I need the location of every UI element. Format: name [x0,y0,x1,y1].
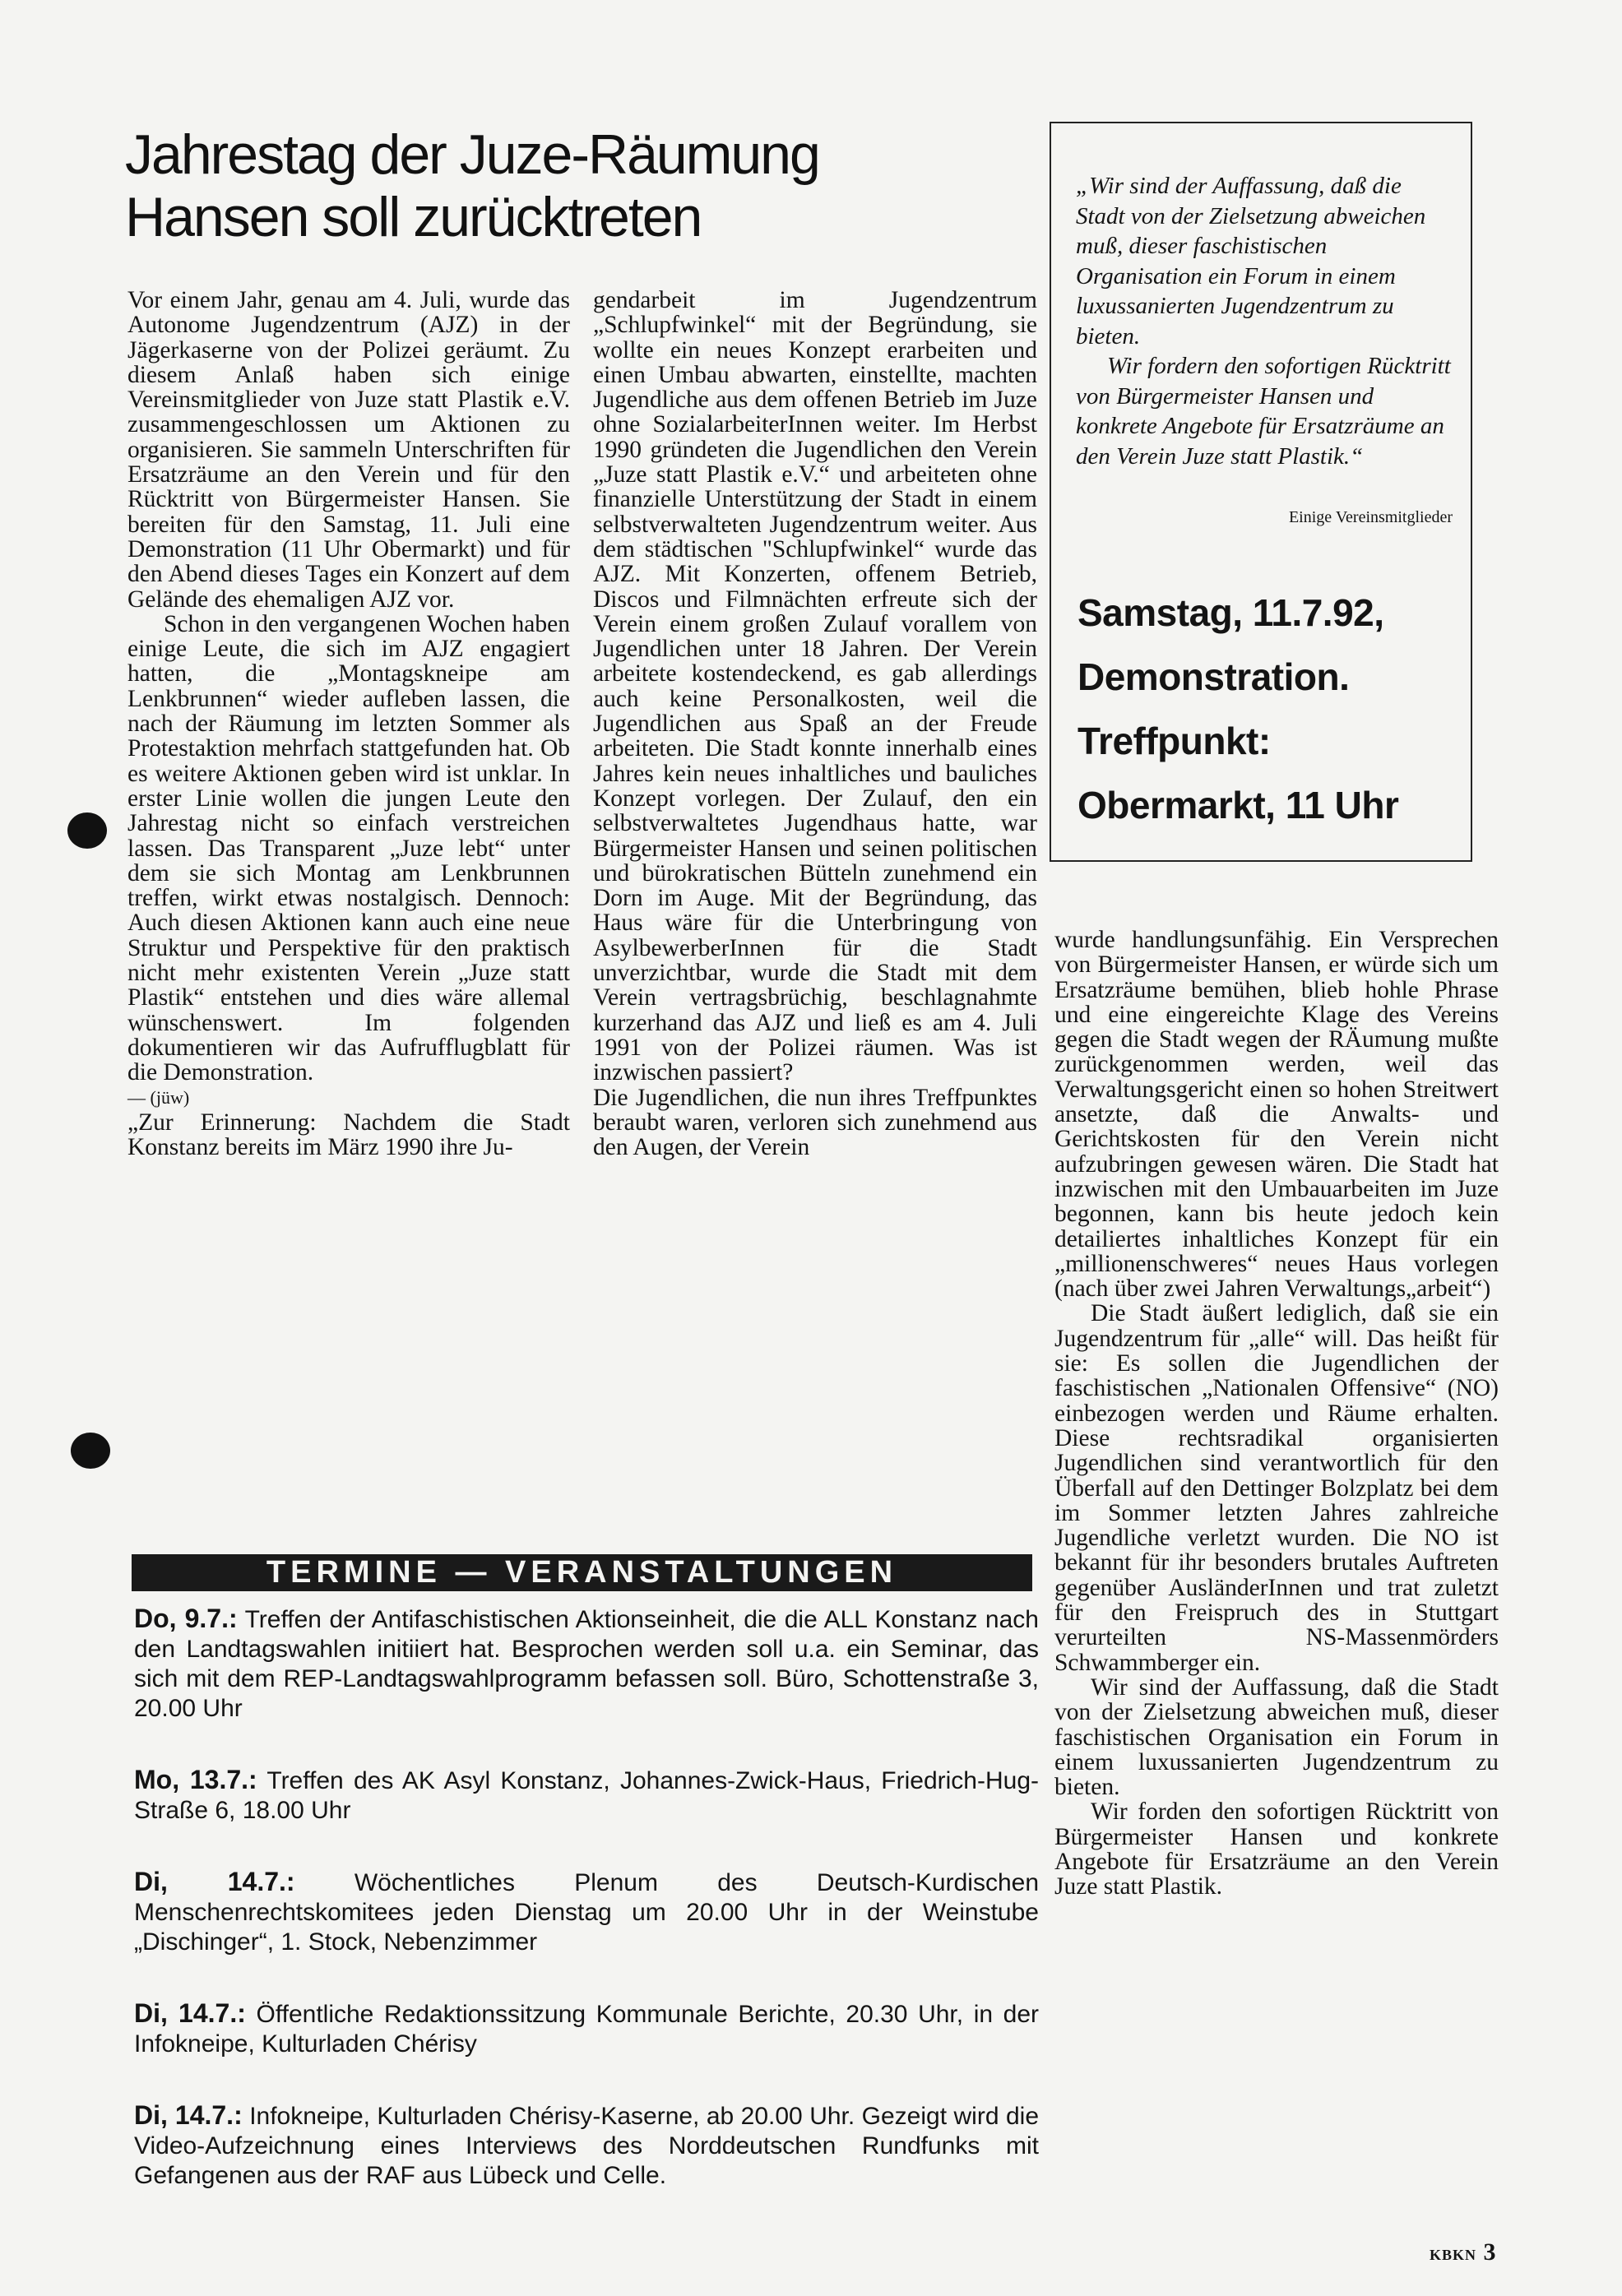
paragraph: Wir sind der Auffassung, daß die Stadt von der Zielsetzung abweichen muß, dieser faschistischen Organisation ein Forum in einem luxussanierten Jugendzentrum zu bieten. [1054,1673,1499,1801]
event-item [134,1998,1039,2059]
demo-line: Treffpunkt: [1077,720,1271,762]
quote-box [1050,122,1472,862]
page-number: 3 [1483,2238,1497,2266]
paragraph: gendarbeit im Jugendzentrum „Schlupfwinkel“ mit der Begründung, sie wollte ein neues Konzept erarbeiten und einen Umbau abwarten, einstellte, machten Jugendliche aus dem offenen Betrieb im Juze ohne SozialarbeiterInnen weiter. Im Herbst 1990 gründeten die Jugendlichen den Verein „Juze statt Plastik e.V.“ und arbeiteten ohne finanzielle Unterstützung der Stadt in einem selbstverwalteten Jugendzentrum weiter. Aus dem städtischen "Schlupfwinkel“ wurde das AJZ. Mit Konzerten, offenem Betrieb, Discos und Filmnächten erfreute sich der Verein einem großen Zulauf vorallem von Jugendlichen unter 18 Jahren. Der Verein arbeitete kostendeckend, es gab allerdings auch keine Personalkosten, weil die Jugendlichen aus Spaß an der Freude arbeiteten. Die Stadt konnte innerhalb eines Jahres kein neues inhaltliches und bauliches Konzept vorlegen. Der Zulauf, den ein selbstverwaltetes Jugendhaus hatte, war Bürgermeister Hansen und seinen politischen und bürokratischen Bütteln zunehmend ein Dorn im Auge. Mit der Begründung, das Haus wäre für die Unterbringung von AsylbewerberInnen für die Stadt unverzichtbar, wurde die Stadt mit dem Verein vertragsbrüchig, beschlagnahmte kurzerhand das AJZ und ließ es am 4. Juli 1991 von der Polizei räumen. Was ist inzwischen passiert? [593,287,1037,1086]
paragraph: Wir forden den sofortigen Rücktritt von Bürgermeister Hansen und konkrete Angebote für Ersatzräume an den Verein Juze statt Plastik. [1054,1798,1499,1900]
event-item [134,1604,1039,1724]
quote-paragraph: „Wir sind der Auffassung, daß die Stadt von der Zielsetzung abweichen muß, dieser faschistischen Organisation ein Forum in einem luxussanierten Jugendzentrum zu bieten. [1076,173,1426,349]
paragraph: Die Stadt äußert lediglich, daß sie ein Jugendzentrum für „alle“ will. Das heißt für sie: Es sollen die Jugendlichen der faschistischen „Nationalen Offensive“ (NO) einbezogen werden und Räume erhalten. Diese rechtsradikal organisierten Jugendlichen sind verantwortlich für den Überfall auf den Dettinger Bolzplatz bei dem im Sommer letzten Jahres zahlreiche Jugendliche verletzt wurden. Die NO ist bekannt für ihr besonders brutales Auftreten gegenüber AusländerInnen und trat zuletzt für den Freispruch des in Stuttgart verurteilten NS-Massenmörders Schwammberger ein. [1054,1300,1499,1676]
events-list [134,1604,1039,2232]
quote-paragraph: Wir fordern den sofortigen Rücktritt von Bürgermeister Hansen und konkrete Angebote für Ersatzräume an den Verein Juze statt Plastik.“ [1076,353,1451,470]
demo-line: Samstag, 11.7.92, [1077,591,1384,634]
event-item [134,2100,1039,2191]
paragraph: Die Jugendlichen, die nun ihres Treffpunktes beraubt waren, verloren sich zunehmend aus den Augen, der Verein [593,1084,1037,1161]
termine-header-bar: TERMINE — VERANSTALTUNGEN [132,1554,1032,1591]
author-signature: — (jüw) [127,1086,190,1108]
event-date: Di, 14.7.: [134,1998,246,2028]
event-date: Di, 14.7.: [134,2100,243,2130]
quote-signature: Einige Vereinsmitglieder [1288,508,1453,526]
publication-name: KBKN [1430,2247,1477,2263]
paragraph: „Zur Erinnerung: Nachdem die Stadt Konstanz bereits im März 1990 ihre Ju- [127,1109,570,1161]
demonstration-notice [1077,581,1464,837]
paragraph: wurde handlungsunfähig. Ein Versprechen von Bürgermeister Hansen, er würde sich um Ersatzräume bemühen, blieb hohle Phrase und eine eingereichte Klage des Vereins gegen die Stadt wegen der RÄumung mußte zurückgenommen werden, weil das Verwaltungsgericht einen so hohen Streitwert ansetzte, daß die Anwalts- und Gerichtskosten für den Verein nicht aufzubringen gewesen wären. Die Stadt hat inzwischen mit den Umbauarbeiten im Juze begonnen, kann bis heute jedoch kein detailiertes inhaltliches Konzept für ein „millionenschweres“ neues Haus vorlegen (nach über zwei Jahren Verwaltungs„arbeit“) [1054,927,1499,1303]
punch-hole-icon [67,812,107,849]
demo-line: Demonstration. [1077,655,1350,698]
demo-line: Obermarkt, 11 Uhr [1077,784,1399,826]
headline-line-1: Jahrestag der Juze-Räumung [125,123,819,186]
article-column-3 [1054,928,1499,1900]
page-footer [1430,2238,1497,2266]
event-date: Mo, 13.7.: [134,1765,257,1794]
article-headline [125,123,1013,248]
event-item [134,1765,1039,1826]
paragraph: Vor einem Jahr, genau am 4. Juli, wurde das Autonome Jugendzentrum (AJZ) in der Jägerkaserne von der Polizei geräumt. Zu diesem Anlaß haben sich einige Vereinsmitglieder von Juze statt Plastik e.V. zusammengeschlossen um Aktionen zu organisieren. Sie sammeln Unterschriften für Ersatzräume an den Verein und für den Rücktritt von Bürgermeister Hansen. Sie bereiten für den Samstag, 11. Juli eine Demonstration (11 Uhr Obermarkt) und für den Abend dieses Tages ein Konzert auf dem Gelände des ehemaligen AJZ vor. [127,287,570,613]
paragraph: Schon in den vergangenen Wochen haben einige Leute, die sich im AJZ engagiert hatten, die „Montagskneipe am Lenkbrunnen“ wieder aufleben lassen, die nach der Räumung im letzten Sommer als Protestaktion mehrfach stattgefunden hat. Ob es weitere Aktionen geben wird ist unklar. In erster Linie wollen die jungen Leute den Jahrestag nicht so einfach verstreichen lassen. Das Transparent „Juze lebt“ unter dem sie sich Montag am Lenkbrunnen treffen, wirkt etwas nostalgisch. Dennoch: Auch diesen Aktionen kann auch eine neue Struktur und Perspektive für den praktisch nicht mehr existenten Verein „Juze statt Plastik“ entstehen und dies wäre allemal wünschenswert. Im folgenden dokumentieren wir das Aufrufflugblatt für die Demonstration. [127,610,570,1086]
event-text: Öffentliche Redaktionssitzung Kommunale Berichte, 20.30 Uhr, in der Infokneipe, Kulturladen Chérisy [134,2001,1040,2058]
punch-hole-icon [71,1433,110,1469]
event-text: Infokneipe, Kulturladen Chérisy-Kaserne, ab 20.00 Uhr. Gezeigt wird die Video-Aufzeichnung eines Interviews des Norddeutschen Rundfunks mit Gefangenen aus der RAF aus Lübeck und Celle. [134,2103,1039,2189]
headline-line-2: Hansen soll zurücktreten [125,186,702,248]
event-text: Treffen der Antifaschistischen Aktionseinheit, die die ALL Konstanz nach den Landtagswahlen initiiert hat. Besprochen werden soll u.a. ein Seminar, das sich mit dem REP-Landtagswahlprogramm befassen soll. Büro, Schottenstraße 3, 20.00 Uhr [134,1606,1039,1722]
event-text: Wöchentliches Plenum des Deutsch-Kurdischen Menschenrechtskomitees jeden Dienstag um 20.00 Uhr in der Weinstube „Dischinger“, 1. Stock, Nebenzimmer [134,1869,1040,1956]
event-date: Do, 9.7.: [134,1604,238,1633]
event-text: Treffen des AK Asyl Konstanz, Johannes-Zwick-Haus, Friedrich-Hug-Straße 6, 18.00 Uhr [134,1767,1039,1824]
event-item [134,1867,1039,1957]
article-column-2 [593,288,1037,1160]
event-date: Di, 14.7.: [134,1867,295,1896]
pull-quote [1076,171,1454,471]
article-column-1 [127,288,570,1160]
